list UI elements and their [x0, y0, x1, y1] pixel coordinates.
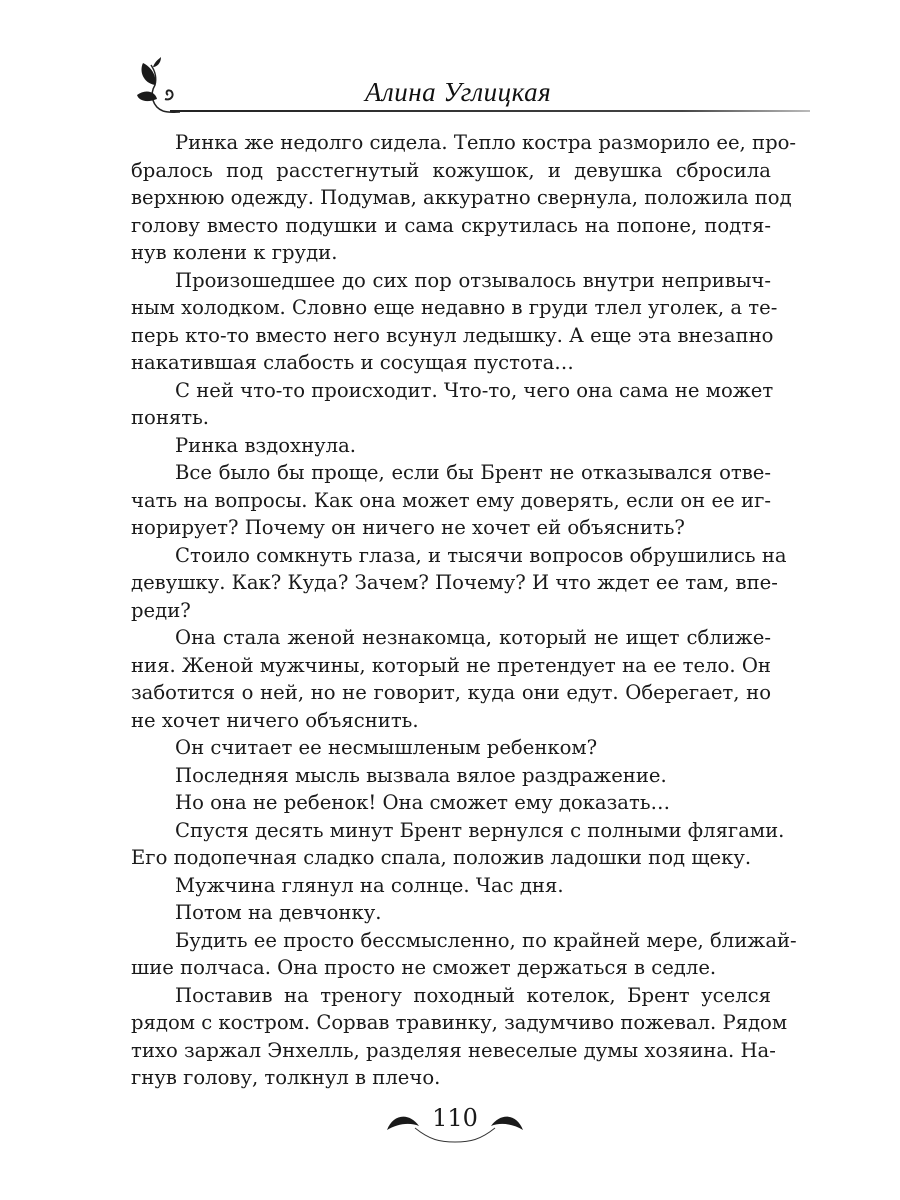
author-name: Алина Углицкая [365, 77, 552, 107]
page-number: 110 [432, 1104, 478, 1132]
text-line: перь кто-то вместо него всунул ледышку. А еще эта внезапно [131, 323, 774, 347]
text-line: понять. [131, 406, 210, 429]
paragraph [131, 267, 778, 377]
paragraph [131, 762, 771, 790]
text-line: Стоило сомкнуть глаза, и тысячи вопросов обрушились на [175, 543, 787, 567]
text-line: накатившая слабость и сосущая пустота… [131, 351, 574, 374]
text-line: ным холодком. Словно еще недавно в груди тлел уголек, а те- [131, 296, 778, 319]
text-line: Будить ее просто бессмысленно, по крайней мере, ближай- [175, 928, 797, 952]
text-line: Он считает ее несмышленым ребенком? [175, 736, 598, 759]
text-line: заботится о ней, но не говорит, куда они едут. Оберегает, но [131, 681, 771, 704]
paragraph [131, 129, 797, 267]
text-line: Ринка вздохнула. [175, 433, 357, 457]
text-line: тихо заржал Энхелль, разделяя невеселые думы хозяина. На- [131, 1038, 776, 1062]
text-line: гнув голову, толкнул в плечо. [131, 1066, 441, 1089]
text-line: бралось под расстегнутый кожушок, и девушка сбросила [131, 158, 771, 182]
text-line: Мужчина глянул на солнце. Час дня. [175, 873, 564, 897]
text-line: ния. Женой мужчины, который не претендует на ее тело. Он [131, 653, 771, 677]
paragraph [131, 817, 785, 872]
paragraph [131, 927, 797, 982]
text-line: чать на вопросы. Как она может ему доверять, если он ее иг- [131, 488, 771, 512]
paragraph [131, 542, 787, 625]
text-line: нув колени к груди. [131, 241, 338, 264]
text-line: реди? [131, 598, 191, 622]
text-line: голову вместо подушки и сама скрутилась на попоне, подтя- [131, 213, 771, 237]
paragraph [131, 734, 771, 762]
body-text [131, 129, 797, 1092]
paragraph [131, 982, 788, 1092]
text-line: Ринка же недолго сидела. Тепло костра разморило ее, про- [175, 131, 797, 154]
paragraph [131, 872, 771, 900]
text-line: Все было бы проще, если бы Брент не отказывался отве- [175, 461, 771, 484]
paragraph [131, 432, 771, 460]
text-line: верхнюю одежду. Подумав, аккуратно свернула, положила под [131, 186, 792, 209]
text-line: Его подопечная сладко спала, положив ладошки под щеку. [131, 846, 752, 869]
paragraph [131, 377, 774, 432]
text-line: Последняя мысль вызвала вялое раздражение. [175, 763, 667, 787]
running-header [135, 55, 815, 115]
text-line: Произошедшее до сих пор отзывалось внутри непривыч- [175, 268, 771, 292]
paragraph [131, 459, 771, 542]
text-line: Потом на девчонку. [175, 901, 382, 924]
text-line: не хочет ничего объяснить. [131, 708, 419, 732]
paragraph [131, 624, 771, 734]
page-footer [385, 1100, 525, 1150]
text-line: шие полчаса. Она просто не сможет держаться в седле. [131, 956, 717, 979]
text-line: Спустя десять минут Брент вернулся с полными флягами. [175, 818, 785, 842]
text-line: норирует? Почему он ничего не хочет ей объяснить? [131, 516, 685, 539]
leaf-ornament-icon [135, 55, 205, 115]
header-rule [170, 110, 810, 112]
text-line: Она стала женой незнакомца, который не ищет сближе- [175, 626, 771, 649]
text-line: С ней что-то происходит. Что-то, чего она сама не может [175, 378, 774, 402]
text-line: Поставив на треногу походный котелок, Брент уселся [175, 983, 771, 1007]
text-line: рядом с костром. Сорвав травинку, задумчиво пожевал. Рядом [131, 1011, 788, 1034]
paragraph [131, 789, 771, 817]
text-line: Но она не ребенок! Она сможет ему доказать… [175, 791, 671, 814]
paragraph [131, 899, 771, 927]
text-line: девушку. Как? Куда? Зачем? Почему? И что ждет ее там, впе- [131, 571, 778, 594]
